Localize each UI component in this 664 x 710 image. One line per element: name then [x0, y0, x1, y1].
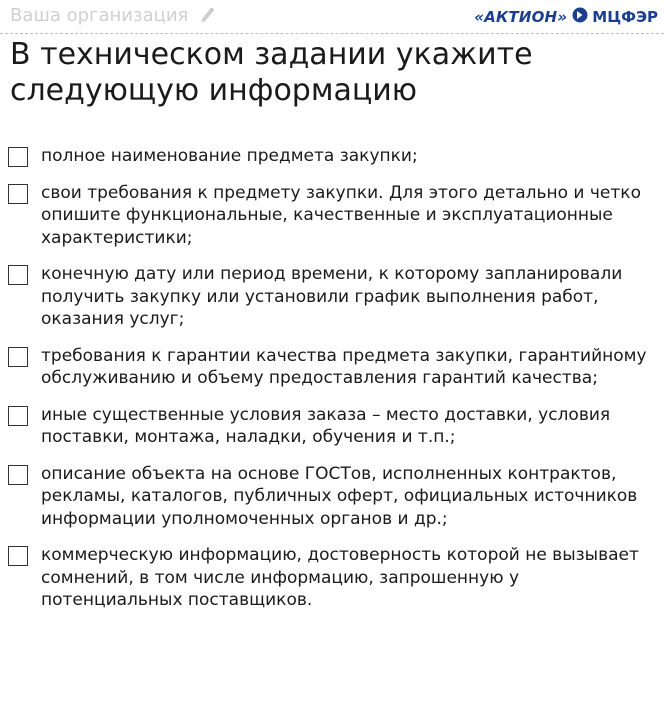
checklist: [8, 145, 658, 626]
logo-circle-icon: [572, 7, 588, 27]
checklist-item-text: иные существенные условия заказа – место доставки, условия поставки, монтажа, наладки, обучения и т.п.;: [41, 404, 611, 447]
checklist-item-7: [8, 544, 658, 612]
checklist-item-text: требования к гарантии качества предмета закупки, гарантийному обслуживанию и объему предоставления гарантий качества;: [41, 345, 647, 388]
checklist-item-3: [8, 263, 658, 331]
pencil-icon[interactable]: [200, 7, 214, 28]
header-divider: [0, 33, 664, 34]
checklist-item-text: описание объекта на основе ГОСТов, исполненных контрактов, рекламы, каталогов, публичных оферт, официальных источников информации уполномоченных органов и др.;: [41, 463, 638, 529]
organization-field[interactable]: [10, 5, 214, 28]
checkbox[interactable]: [8, 147, 28, 167]
logo-mcfer-text: МЦФЭР: [592, 8, 658, 26]
checkbox[interactable]: [8, 465, 28, 485]
checkbox[interactable]: [8, 184, 28, 204]
checklist-item-text: полное наименование предмета закупки;: [41, 146, 418, 166]
checklist-item-4: [8, 345, 658, 390]
page-title: В техническом задании укажите следующую информацию: [10, 37, 533, 108]
organization-placeholder: Ваша организация: [10, 5, 189, 26]
checklist-item-1: [8, 145, 658, 168]
header: [0, 0, 664, 34]
checklist-item-5: [8, 404, 658, 449]
checkbox[interactable]: [8, 546, 28, 566]
checklist-item-text: коммерческую информацию, достоверность которой не вызывает сомнений, в том числе информацию, запрошенную у потенциальных поставщиков.: [41, 545, 639, 610]
logo-aktion-text: «АКТИОН»: [474, 8, 568, 26]
checkbox[interactable]: [8, 265, 28, 285]
checklist-item-6: [8, 463, 658, 531]
checkbox[interactable]: [8, 406, 28, 426]
checklist-item-text: конечную дату или период времени, к которому запланировали получить закупку или установили график выполнения работ, оказания услуг;: [41, 264, 623, 329]
checklist-item-2: [8, 182, 658, 250]
checkbox[interactable]: [8, 347, 28, 367]
brand-logo: [474, 7, 658, 27]
checklist-item-text: свои требования к предмету закупки. Для этого детально и четко опишите функциональные, качественные и эксплуатационные характеристики;: [41, 182, 641, 248]
